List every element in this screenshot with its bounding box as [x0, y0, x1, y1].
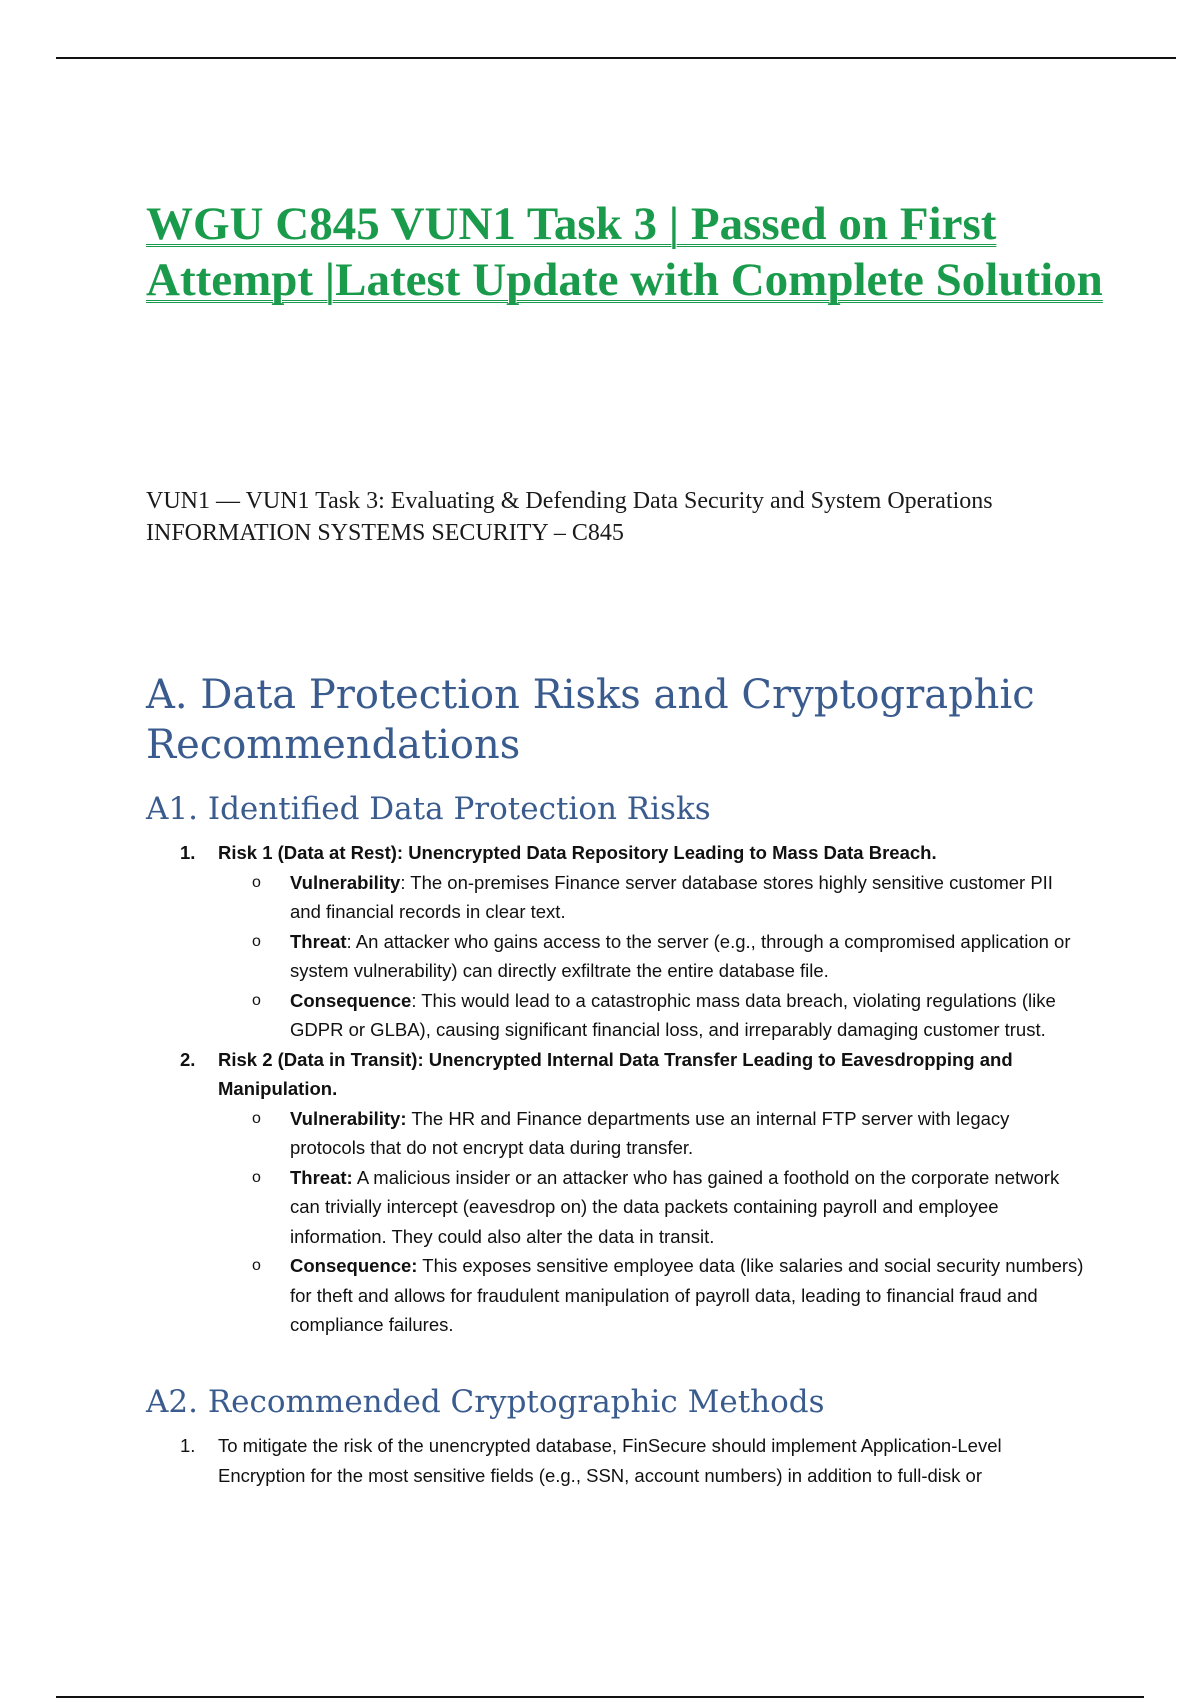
risk-point [176, 986, 1086, 1045]
method-item [176, 1431, 1086, 1490]
task-line: VUN1 — VUN1 Task 3: Evaluating & Defending Data Security and System Operations [146, 488, 993, 514]
point-label: Consequence: [290, 1255, 418, 1276]
risk-title: Risk 2 (Data in Transit): Unencrypted Internal Data Transfer Leading to Eavesdropping and Manipulation. [218, 1048, 1013, 1099]
risk-point [176, 868, 1086, 927]
risk-point [176, 927, 1086, 986]
point-label: Consequence [290, 989, 412, 1011]
section-a1-heading: A1. Identified Data Protection Risks [146, 791, 711, 827]
point-label: Vulnerability: [290, 1107, 407, 1129]
risk-item [176, 1045, 1086, 1104]
bullet-icon: o [252, 932, 261, 950]
point-text: : An attacker who gains access to the server (e.g., through a compromised application or system vulnerability) can directly exfiltrate the entire database file. [290, 930, 1071, 981]
point-text: : This would lead to a catastrophic mass data breach, violating regulations (like GDPR or GLBA), causing significant financial loss, and irreparably damaging customer trust. [290, 989, 1056, 1040]
section-a-heading: A. Data Protection Risks and Cryptographic Recommendations [146, 672, 1035, 768]
bullet-icon: o [252, 1109, 261, 1127]
list-number: 2. [180, 1048, 196, 1070]
bullet-icon: o [252, 1168, 261, 1186]
point-text: This exposes sensitive employee data (like salaries and social security numbers) for theft and allows for fraudulent manipulation of payroll data, leading to financial fraud and compliance failures. [290, 1255, 1084, 1335]
method-text: To mitigate the risk of the unencrypted database, FinSecure should implement Application-Level Encryption for the most sensitive fields (e.g., SSN, account numbers) in addition to full-disk or [218, 1435, 1002, 1486]
list-number: 1. [180, 1435, 196, 1456]
point-text: A malicious insider or an attacker who has gained a foothold on the corporate network can trivially intercept (eavesdrop on) the data packets containing payroll and employee information. They could also alter the data in transit. [290, 1166, 1060, 1247]
course-subtitle [146, 485, 1106, 549]
risk-point [176, 1163, 1086, 1252]
point-label: Threat [290, 930, 347, 952]
risk-title: Risk 1 (Data at Rest): Unencrypted Data Repository Leading to Mass Data Breach. [218, 842, 937, 863]
risk-point [176, 1104, 1086, 1163]
point-text: : The on-premises Finance server database stores highly sensitive customer PII and financial records in clear text. [290, 871, 1053, 922]
point-label: Threat: [290, 1166, 353, 1188]
risk-point [176, 1251, 1086, 1340]
header-rule [56, 57, 1176, 59]
bullet-icon: o [252, 991, 261, 1009]
footer-rule [56, 1696, 1144, 1698]
list-number: 1. [180, 842, 196, 863]
document-title: WGU C845 VUN1 Task 3 | Passed on First Attempt |Latest Update with Complete Solution [146, 198, 1103, 306]
bullet-icon: o [252, 873, 261, 891]
section-a2-heading: A2. Recommended Cryptographic Methods [146, 1384, 825, 1420]
method-list [176, 1431, 1086, 1490]
point-label: Vulnerability [290, 871, 401, 893]
risk-item [176, 838, 1086, 868]
risk-list [176, 838, 1086, 1340]
point-text: The HR and Finance departments use an internal FTP server with legacy protocols that do not encrypt data during transfer. [290, 1107, 1010, 1158]
course-line: INFORMATION SYSTEMS SECURITY – C845 [146, 520, 624, 546]
bullet-icon: o [252, 1257, 261, 1274]
